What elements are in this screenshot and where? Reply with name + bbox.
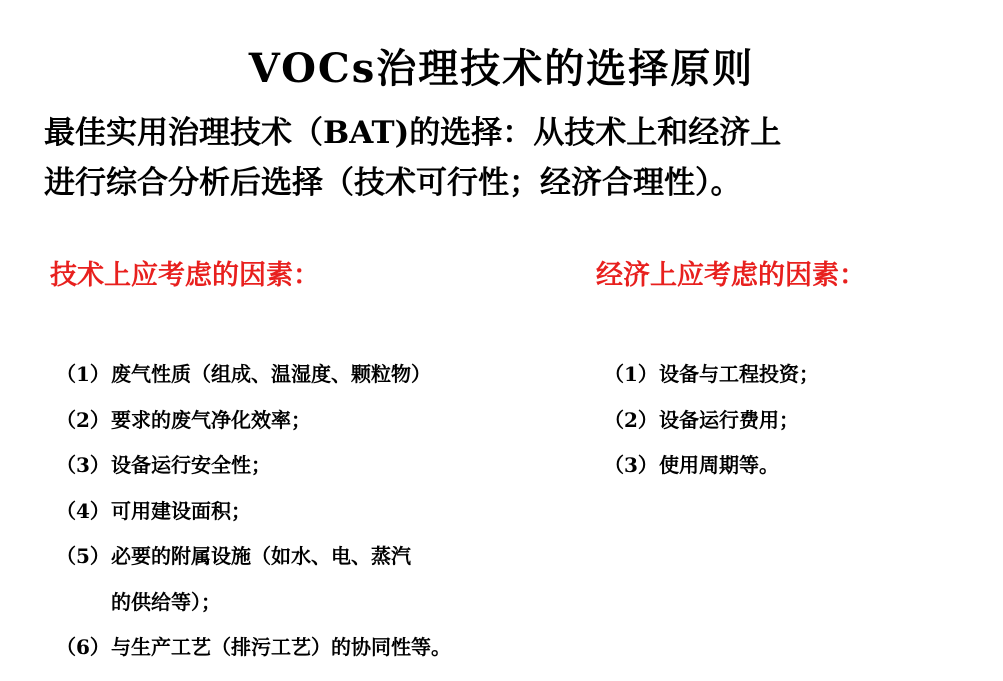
economic-factors-heading: 经济上应考虑的因素： [596,260,866,291]
item-number: （3） [56,453,110,477]
item-text: 可用建设面积； [111,498,251,523]
item-number: （4） [56,498,110,523]
item-text: 设备与工程投资； [659,362,819,386]
item-text: 必要的附属设施（如水、电、蒸汽 [111,544,411,568]
item-number: （5） [56,544,110,568]
list-item [56,352,556,398]
list-item [56,443,556,489]
list-item [604,398,984,444]
item-text: 设备运行费用； [659,407,799,432]
technical-factors-heading: 技术上应考虑的因素： [50,260,320,291]
slide-title: VOCs治理技术的选择原则 [248,45,755,92]
item-number: （6） [56,635,110,659]
list-item [56,398,556,444]
item-number: （1） [604,362,658,386]
item-number: （1） [56,362,110,386]
intro-line-1: 最佳实用治理技术（BAT)的选择：从技术上和经济上 [44,115,782,151]
list-item [56,534,556,625]
item-number: （2） [604,407,658,432]
item-text: 设备运行安全性； [111,453,271,477]
item-text: 废气性质（组成、温湿度、颗粒物） [111,362,431,386]
item-text-wrap [111,534,411,625]
item-number: （2） [56,407,110,432]
intro-paragraph [44,108,974,208]
list-item [56,625,556,671]
item-text-continuation: 的供给等）； [111,589,221,614]
list-item [56,489,556,535]
item-number: （3） [604,453,658,477]
list-item [604,443,984,489]
list-item [604,352,984,398]
economic-factors-list [604,352,984,489]
item-text: 与生产工艺（排污工艺）的协同性等。 [111,635,451,659]
intro-line-2: 进行综合分析后选择（技术可行性；经济合理性）。 [44,165,742,201]
item-text: 要求的废气净化效率； [111,407,311,432]
item-text: 使用周期等。 [659,453,779,477]
technical-factors-list [56,352,556,671]
